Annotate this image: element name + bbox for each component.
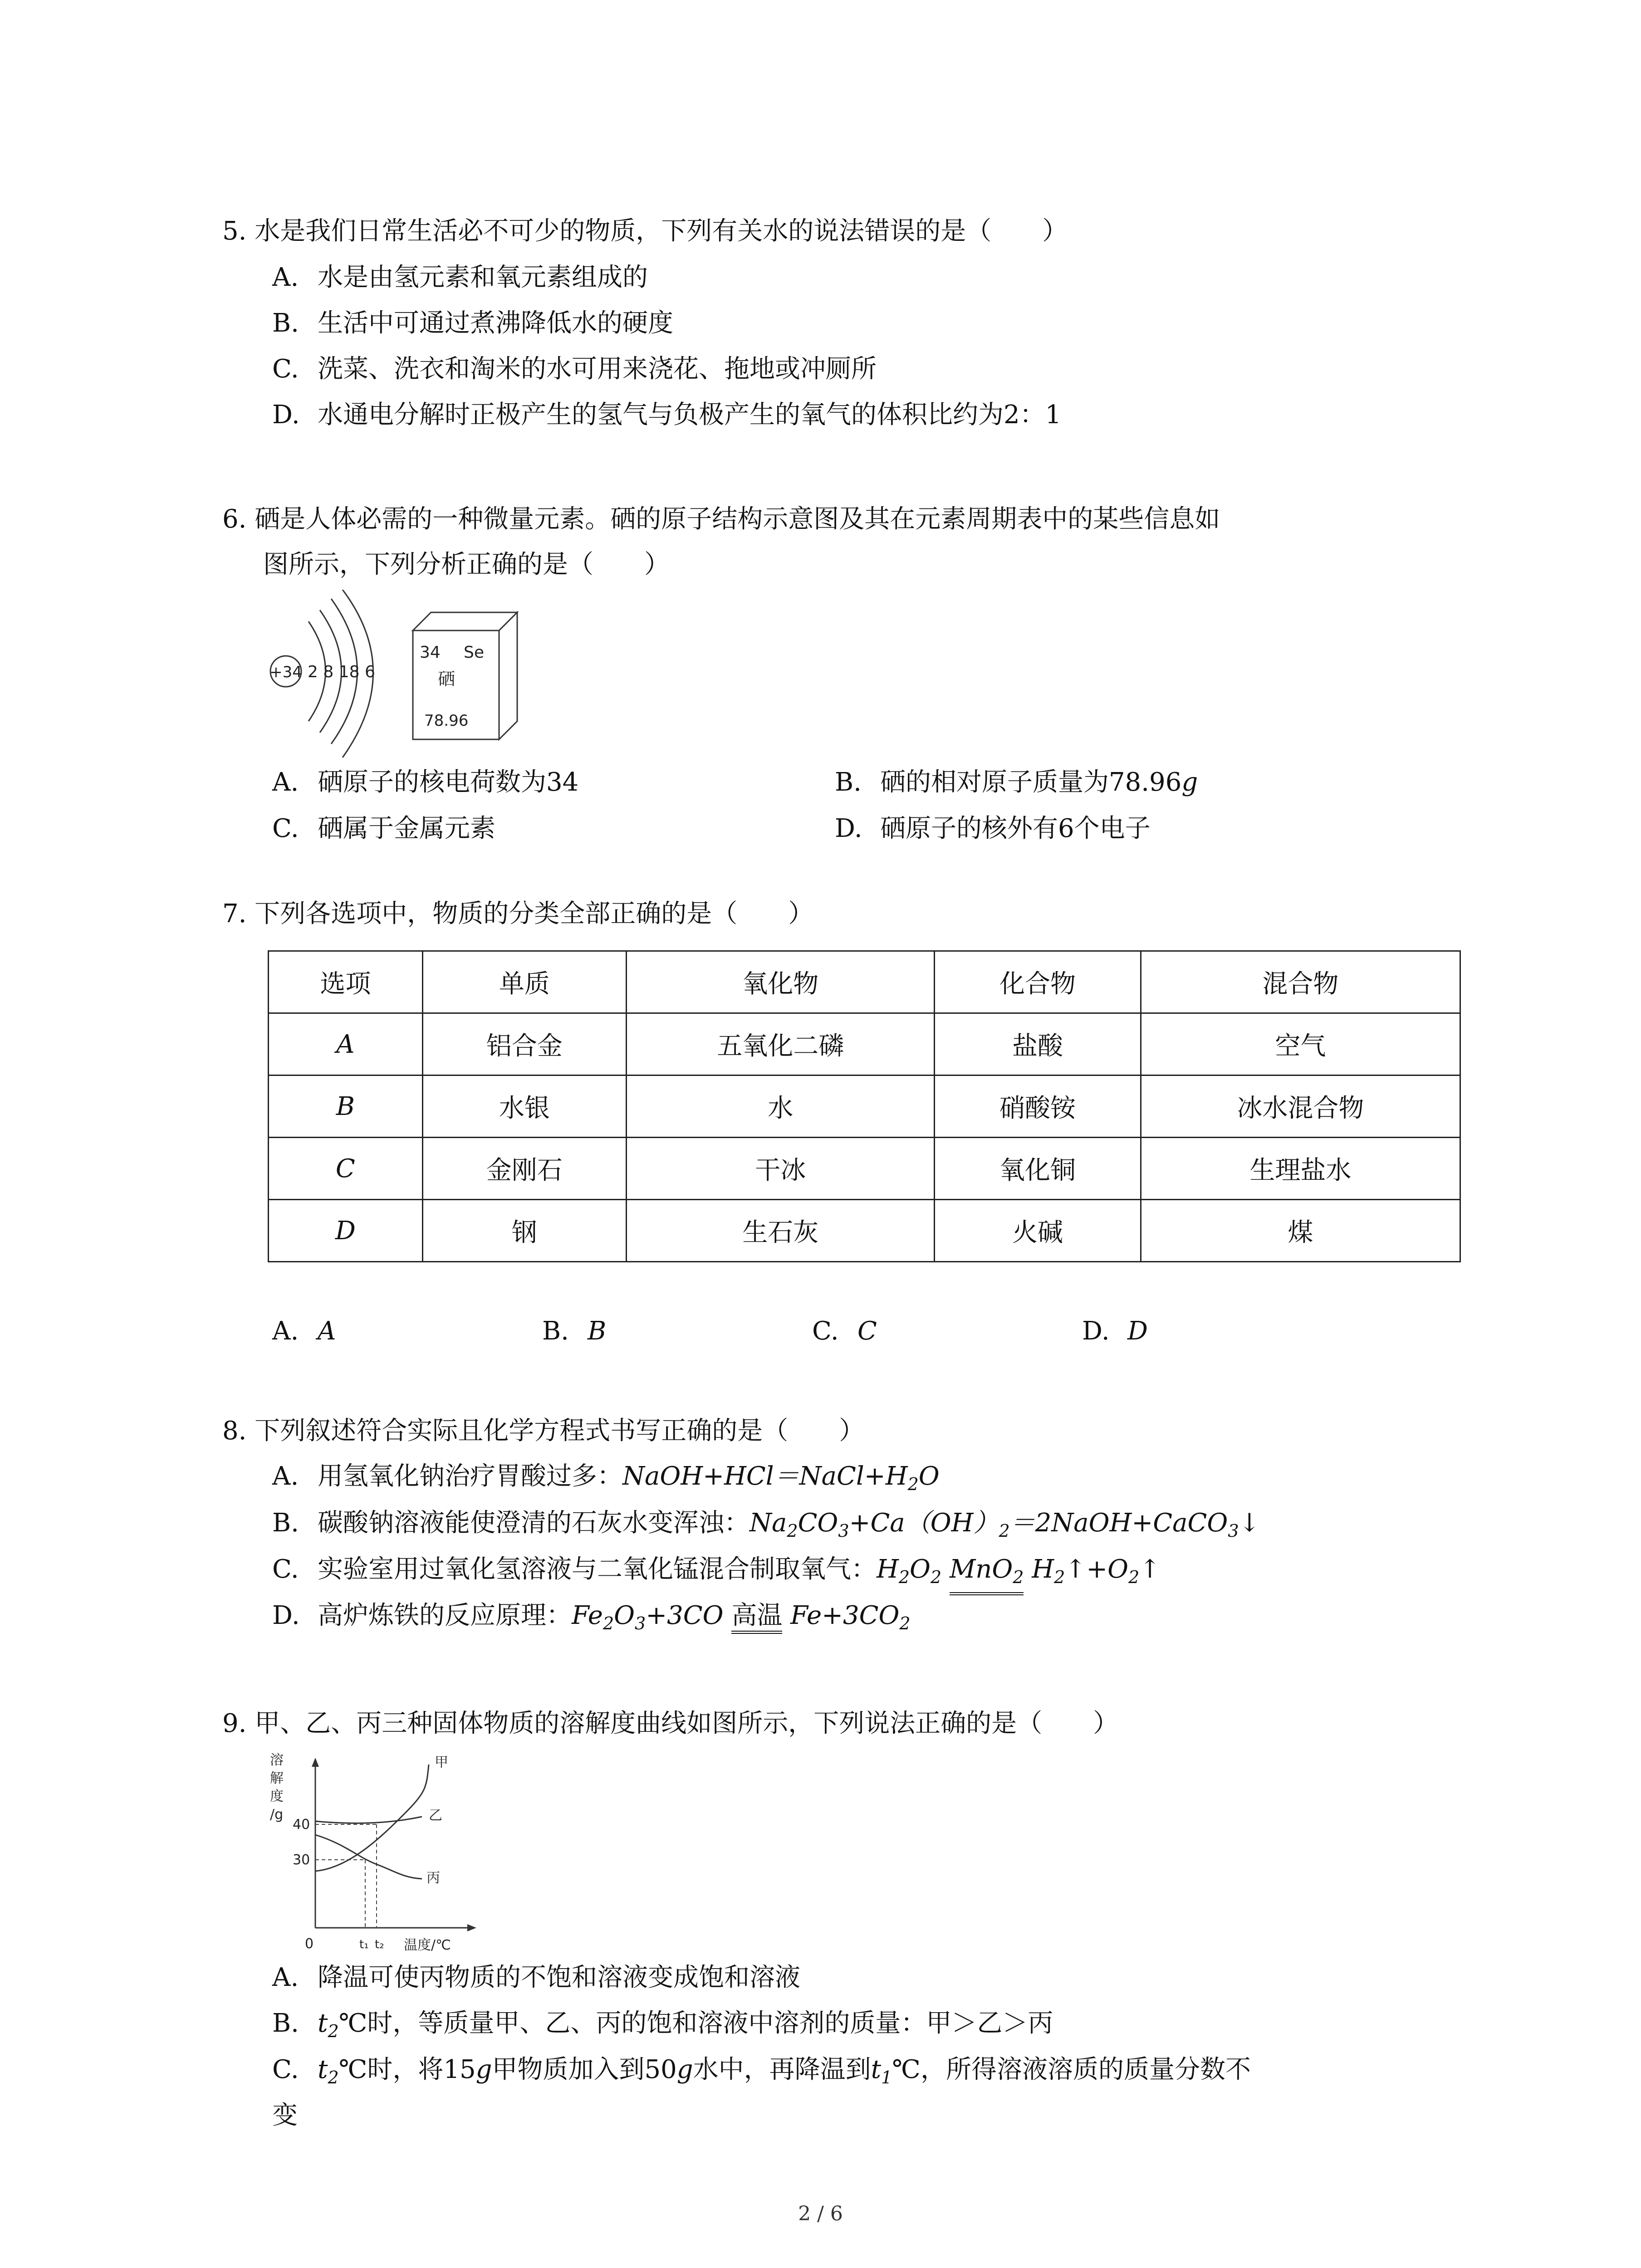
q5-option-b (272, 305, 673, 342)
table-cell: 水 (627, 1075, 935, 1138)
origin-label: 0 (305, 1936, 314, 1952)
option-text: 甲物质加入到50 (492, 2055, 677, 2084)
option-text: D (1127, 1316, 1148, 1346)
table-cell: 水银 (422, 1075, 626, 1138)
y-axis-arrow-icon (312, 1758, 319, 1767)
chemical-equation: $NaOH+HCl=NaCl+H_2O$ (622, 1461, 940, 1495)
atom-structure-diagram (269, 590, 375, 758)
atomic-number: 34 (420, 643, 441, 662)
table-cell: B (269, 1075, 423, 1138)
q5-option-c (272, 351, 877, 387)
element-name: 硒 (438, 669, 456, 689)
table-cell: C (269, 1138, 423, 1200)
q7-option-b (542, 1313, 606, 1349)
option-label: D. (835, 814, 862, 843)
table-cell: 硝酸铵 (935, 1075, 1141, 1138)
unit-g: g (676, 2055, 693, 2084)
table-cell: 金刚石 (422, 1138, 626, 1200)
nucleus-charge: +34 (269, 663, 302, 681)
q9-stem: 9. 甲、乙、丙三种固体物质的溶解度曲线如图所示，下列说法正确的是（ ） (222, 1709, 1119, 1738)
option-text: 硒属于金属元素 (318, 814, 495, 843)
y-axis-label-char: 度 (270, 1789, 284, 1804)
q6-option-c (272, 811, 495, 847)
table-cell: 煤 (1141, 1200, 1460, 1262)
q6-option-b (835, 764, 1198, 801)
q7-option-c (812, 1313, 877, 1349)
q5-option-d (272, 397, 1061, 433)
table-header-row (269, 951, 1460, 1013)
curve-bing (315, 1835, 422, 1879)
table-row (269, 1013, 1460, 1075)
table-cell: 火碱 (935, 1200, 1141, 1262)
table-cell: 铝合金 (422, 1013, 626, 1075)
chemical-equation: $H_2O_2$ MnO$_2$ $H_2↑+O_2↑$ (877, 1554, 1161, 1584)
option-label: B. (542, 1316, 569, 1346)
option-text: 硒原子的核电荷数为34 (318, 767, 579, 797)
option-text: B (588, 1316, 607, 1346)
temperature-symbol: $t_2$ (318, 2009, 339, 2042)
option-text: ℃时，等质量甲、乙、丙的饱和溶液中溶剂的质量：甲＞乙＞丙 (338, 2009, 1053, 2038)
option-label: D. (1082, 1316, 1110, 1346)
table-cell: A (269, 1013, 423, 1075)
table-cell: 盐酸 (935, 1013, 1141, 1075)
q8-option-c (272, 1551, 1161, 1595)
q6-stem-line2: 图所示，下列分析正确的是（ ） (263, 550, 670, 579)
table-header-cell: 选项 (269, 951, 423, 1013)
option-text: A (318, 1316, 336, 1346)
option-text: 水是由氢元素和氧元素组成的 (318, 263, 648, 292)
table-row (269, 1075, 1460, 1138)
option-text: 生活中可通过煮沸降低水的硬度 (318, 308, 673, 338)
option-text: 碳酸钠溶液能使澄清的石灰水变浑浊： (318, 1508, 749, 1538)
q5-stem: 5. 水是我们日常生活必不可少的物质，下列有关水的说法错误的是（ ） (222, 216, 1068, 246)
q7-stem: 7. 下列各选项中，物质的分类全部正确的是（ ） (222, 899, 814, 929)
option-label: B. (272, 2009, 299, 2038)
selenium-figure (263, 590, 544, 762)
chemical-equation: $Na_2CO_3+Ca(OH)_2=2NaOH+CaCO_3$ (749, 1508, 1239, 1541)
option-text: ℃，所得溶液溶质的质量分数不 (892, 2055, 1251, 2084)
q5-option-a (272, 259, 648, 296)
periodic-table-cell (413, 612, 517, 739)
option-label: D. (272, 400, 300, 430)
option-label: B. (272, 1508, 299, 1538)
option-label: C. (272, 354, 299, 384)
q8-stem: 8. 下列叙述符合实际且化学方程式书写正确的是（ ） (222, 1416, 865, 1446)
arrow-down-icon: ↓ (1239, 1508, 1260, 1538)
option-text: 洗菜、洗衣和淘米的水可用来浇花、拖地或冲厕所 (318, 354, 877, 384)
q6-option-d (835, 811, 1151, 847)
cell-side-face (499, 612, 517, 739)
table-header-cell: 单质 (422, 951, 626, 1013)
option-label: A. (272, 1963, 299, 1992)
option-text: 水中，再降温到 (693, 2055, 871, 2084)
x-axis-label: 温度/℃ (404, 1937, 451, 1953)
option-text: 硒的相对原子质量为78.96 (880, 767, 1182, 797)
x-tick-label: t₂ (375, 1938, 384, 1951)
option-label: C. (272, 814, 299, 843)
table-cell: 生石灰 (627, 1200, 935, 1262)
option-text: ℃时，将15 (338, 2055, 476, 2084)
table-cell: 冰水混合物 (1141, 1075, 1460, 1138)
y-axis-label-char: 溶 (270, 1752, 284, 1768)
electron-counts: 2 8 18 6 (308, 663, 375, 681)
option-text: 用氢氧化钠治疗胃酸过多： (318, 1461, 622, 1491)
chemical-equation: $Fe_2O_3+3CO$ 高温 $Fe+3CO_2$ (572, 1601, 911, 1634)
q9-option-c (272, 2052, 1251, 2096)
q8-option-d (272, 1598, 911, 1642)
option-label: C. (272, 2055, 299, 2084)
q9-option-b (272, 2005, 1053, 2049)
table-cell: 干冰 (627, 1138, 935, 1200)
option-label: B. (835, 767, 862, 797)
option-label: A. (272, 263, 299, 292)
y-axis-label-char: /g (270, 1807, 284, 1823)
table-cell: 空气 (1141, 1013, 1460, 1075)
option-label: A. (272, 1461, 299, 1491)
q8-option-b (272, 1505, 1260, 1549)
reaction-condition: MnO$_2$ (950, 1554, 1024, 1595)
temperature-symbol: $t_2$ (318, 2055, 339, 2088)
option-label: C. (812, 1316, 839, 1346)
page-number: 2 / 6 (798, 2202, 843, 2225)
series-label: 甲 (435, 1755, 448, 1770)
atomic-mass: 78.96 (424, 712, 469, 730)
table-header-cell: 氧化物 (627, 951, 935, 1013)
y-tick-label: 30 (293, 1852, 310, 1868)
option-text: 高炉炼铁的反应原理： (318, 1601, 572, 1630)
table-header-cell: 化合物 (935, 951, 1141, 1013)
x-axis-arrow-icon (467, 1924, 476, 1931)
curve-yi (315, 1817, 422, 1823)
table-header-cell: 混合物 (1141, 951, 1460, 1013)
y-tick-label: 40 (293, 1817, 310, 1833)
option-text: 硒原子的核外有6个电子 (880, 814, 1151, 843)
reaction-condition: 高温 (731, 1601, 782, 1634)
series-label: 丙 (426, 1870, 440, 1886)
option-unit: g (1181, 767, 1198, 797)
option-text: C (857, 1316, 877, 1346)
q7-option-a (272, 1313, 336, 1349)
element-symbol: Se (464, 643, 484, 662)
table-cell: 五氧化二磷 (627, 1013, 935, 1075)
solubility-curve-graph (268, 1746, 504, 1960)
option-label: D. (272, 1601, 300, 1630)
series-label: 乙 (429, 1808, 442, 1823)
q7-option-d (1082, 1313, 1148, 1349)
y-axis-label-char: 解 (270, 1770, 284, 1786)
temperature-symbol: $t_1$ (871, 2055, 892, 2088)
q8-option-a (272, 1458, 940, 1502)
classification-table (268, 950, 1461, 1262)
option-text: 实验室用过氧化氢溶液与二氧化锰混合制取氧气： (318, 1554, 877, 1584)
table-row (269, 1138, 1460, 1200)
option-label: A. (272, 1316, 299, 1346)
option-text: 降温可使丙物质的不饱和溶液变成饱和溶液 (318, 1963, 800, 1992)
q6-stem-line1: 6. 硒是人体必需的一种微量元素。硒的原子结构示意图及其在元素周期表中的某些信息如 (222, 504, 1220, 534)
unit-g: g (475, 2055, 492, 2084)
option-label: B. (272, 308, 299, 338)
option-label: A. (272, 767, 299, 797)
option-label: C. (272, 1554, 299, 1584)
option-text: 水通电分解时正极产生的氢气与负极产生的氧气的体积比约为2：1 (318, 400, 1062, 430)
q9-option-c-continued: 变 (272, 2101, 298, 2130)
table-cell: 钢 (422, 1200, 626, 1262)
q6-option-a (272, 764, 578, 801)
x-tick-label: t₁ (359, 1938, 369, 1951)
curve-jia (315, 1765, 429, 1871)
table-cell: 氧化铜 (935, 1138, 1141, 1200)
table-cell: 生理盐水 (1141, 1138, 1460, 1200)
table-cell: D (269, 1200, 423, 1262)
table-row (269, 1200, 1460, 1262)
q9-option-a (272, 1960, 800, 1996)
